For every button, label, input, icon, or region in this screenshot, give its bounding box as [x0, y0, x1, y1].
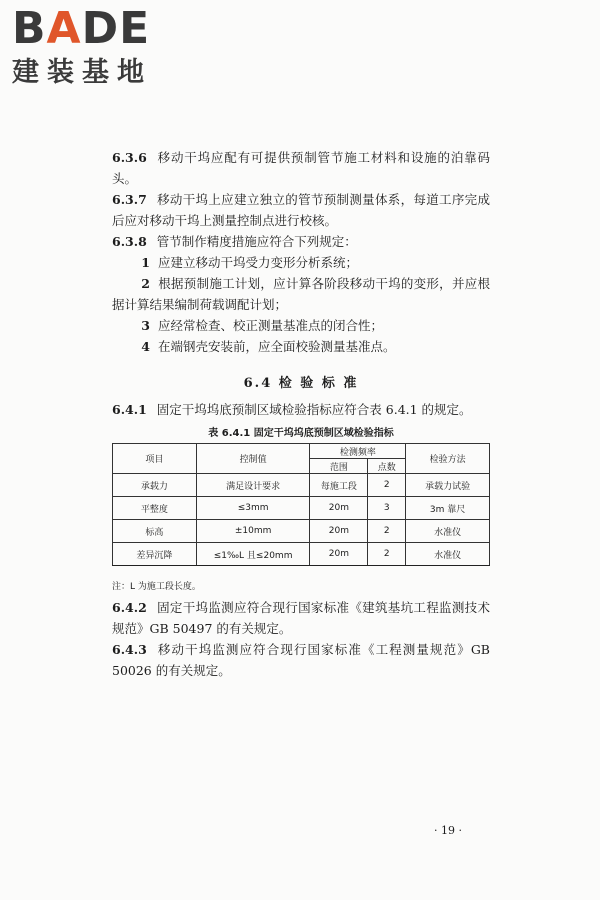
table-row	[113, 497, 490, 520]
list-item: 2 根据预制施工计划，应计算各阶段移动干坞的变形，并应根据计算结果编制荷载调配计划；	[112, 276, 490, 312]
clause-6-4-3: 6.4.3 移动干坞监测应符合现行国家标准《工程测量规范》GB 50026 的有关规定。	[112, 642, 490, 678]
cell-control: ≤1‰L 且≤20mm	[196, 543, 310, 566]
cell-item: 平整度	[113, 497, 197, 520]
table-title: 表 6.4.1 固定干坞坞底预制区域检验指标	[208, 428, 394, 439]
cell-range: 每施工段	[310, 474, 368, 497]
header-range: 范围	[310, 459, 368, 474]
header-frequency: 检测频率	[310, 444, 406, 459]
cell-control: 满足设计要求	[196, 474, 310, 497]
clause-6-3-6: 6.3.6 移动干坞应配有可提供预制管节施工材料和设施的泊靠码头。	[112, 150, 490, 186]
inspection-table	[112, 443, 490, 566]
clause-6-3-8: 6.3.8 管节制作精度措施应符合下列规定：	[112, 234, 357, 249]
cell-item: 承载力	[113, 474, 197, 497]
brand-logo	[12, 3, 182, 88]
header-control: 控制值	[196, 444, 310, 474]
cell-range: 20m	[310, 497, 368, 520]
header-points: 点数	[368, 459, 406, 474]
clause-6-4-1: 6.4.1 固定干坞坞底预制区域检验指标应符合表 6.4.1 的规定。	[112, 402, 472, 417]
section-title: 6.4 检 验 标 准	[243, 376, 359, 391]
cell-points: 2	[368, 474, 406, 497]
cell-method: 水准仪	[406, 520, 490, 543]
clause-6-4-2: 6.4.2 固定干坞监测应符合现行国家标准《建筑基坑工程监测技术规范》GB 50497 的有关规定。	[112, 600, 490, 636]
page-number: · 19 ·	[434, 824, 462, 837]
list-item: 3 应经常检查、校正测量基准点的闭合性；	[141, 318, 384, 333]
cell-points: 3	[368, 497, 406, 520]
cell-range: 20m	[310, 520, 368, 543]
clause-6-3-7: 6.3.7 移动干坞上应建立独立的管节预制测量体系，每道工序完成后应对移动干坞上测量控制点进行校核。	[112, 192, 490, 228]
list-item: 1 应建立移动干坞受力变形分析系统；	[141, 255, 359, 270]
cell-method: 承载力试验	[406, 474, 490, 497]
cell-control: ≤3mm	[196, 497, 310, 520]
header-method: 检验方法	[406, 444, 490, 474]
table-row	[113, 474, 490, 497]
cell-method: 3m 靠尺	[406, 497, 490, 520]
cell-method: 水准仪	[406, 543, 490, 566]
table-note: 注：L 为施工段长度。	[112, 582, 201, 592]
cell-range: 20m	[310, 543, 368, 566]
logo-mark: BADE	[12, 3, 151, 54]
header-item: 项目	[113, 444, 197, 474]
cell-points: 2	[368, 520, 406, 543]
cell-points: 2	[368, 543, 406, 566]
cell-item: 差异沉降	[113, 543, 197, 566]
cell-item: 标高	[113, 520, 197, 543]
table-row	[113, 543, 490, 566]
cell-control: ±10mm	[196, 520, 310, 543]
logo-subtitle: 建装基地	[12, 57, 152, 88]
table-row	[113, 520, 490, 543]
list-item: 4 在端钢壳安装前，应全面校验测量基准点。	[141, 339, 396, 354]
